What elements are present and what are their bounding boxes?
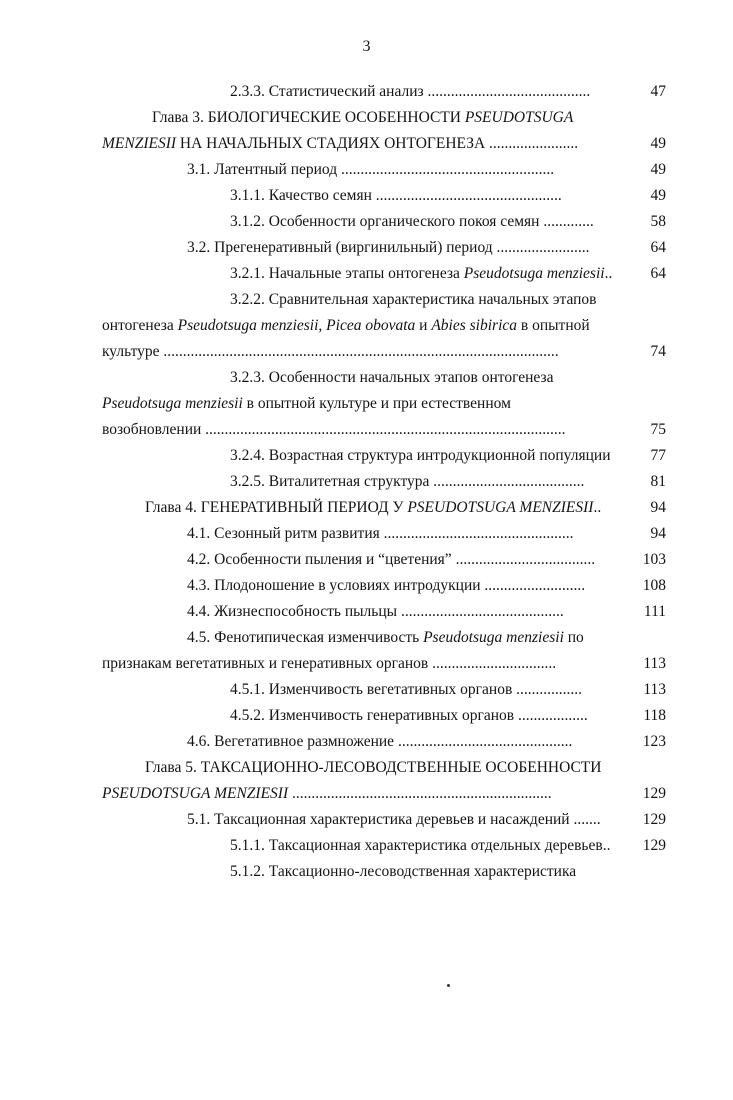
toc-title: Плодоношение в условиях интродукции xyxy=(214,577,481,594)
toc-title: возобновлении xyxy=(102,421,202,438)
toc-entry-3-2-3-cont xyxy=(102,392,511,416)
toc-entry-3-2-3 xyxy=(230,366,553,390)
toc-page: 94 xyxy=(650,525,666,542)
toc-number: 3.2.4. xyxy=(230,447,265,464)
toc-page: 49 xyxy=(650,161,666,178)
toc-entry-3-2-1 xyxy=(230,262,612,286)
toc-entry-4-5-cont xyxy=(102,652,556,676)
toc-title: Особенности органического покоя семян xyxy=(268,213,540,230)
toc-page: 74 xyxy=(650,343,666,360)
toc-page: 94 xyxy=(650,499,666,516)
toc-entry-4-5-1 xyxy=(230,678,582,702)
toc-title: культуре xyxy=(102,343,160,360)
toc-number: 5.1.2. xyxy=(230,863,265,880)
toc-text: в опытной xyxy=(520,317,590,334)
toc-number: 3.1. xyxy=(187,161,211,178)
toc-text: в опытной культуре и при естественном xyxy=(246,395,511,412)
toc-text: по xyxy=(567,629,584,646)
toc-entry-2-3-3 xyxy=(230,80,590,104)
toc-title: Статистический анализ xyxy=(268,83,424,100)
toc-title: ТАКСАЦИОННО-ЛЕСОВОДСТВЕННЫЕ ОСОБЕННОСТИ xyxy=(200,759,602,776)
toc-number: 4.2. xyxy=(187,551,211,568)
toc-leader: .......................................... xyxy=(397,603,564,620)
toc-page: 113 xyxy=(643,655,666,672)
toc-title: Латентный период xyxy=(214,161,338,178)
toc-title: Таксационно-лесоводственная характеристика xyxy=(268,863,577,880)
toc-italic-term: MENZIESII xyxy=(102,135,177,152)
toc-entry-3-1-1 xyxy=(230,184,562,208)
toc-entry-3-2-4 xyxy=(230,444,611,468)
toc-page: 49 xyxy=(650,187,666,204)
page-number: 3 xyxy=(362,38,371,55)
toc-number: 3.2.2. xyxy=(230,291,265,308)
toc-leader: ............................................................................................. xyxy=(201,421,566,438)
toc-title: Виталитетная структура xyxy=(268,473,430,490)
toc-leader: ...................................................................................................... xyxy=(159,343,559,360)
toc-italic-term: PSEUDOTSUGA MENZIESII xyxy=(407,499,594,516)
toc-page: 123 xyxy=(642,733,666,750)
toc-entry-3-1 xyxy=(187,158,554,182)
toc-leader: ................................................................... xyxy=(288,785,552,802)
toc-entry-3-1-2 xyxy=(230,210,594,234)
toc-italic-term: PSEUDOTSUGA MENZIESII xyxy=(102,785,289,802)
toc-page: 129 xyxy=(642,785,666,802)
scan-speck xyxy=(447,984,450,987)
toc-leader: .. xyxy=(604,265,613,282)
toc-leader: ....... xyxy=(569,811,601,828)
toc-italic-term: PSEUDOTSUGA xyxy=(464,109,574,126)
toc-number: 4.5. xyxy=(187,629,211,646)
toc-entry-5-1 xyxy=(187,808,601,832)
toc-italic-term: Pseudotsuga menziesii xyxy=(463,265,605,282)
toc-italic-term: Abies sibirica xyxy=(431,317,518,334)
toc-title: Фенотипическая изменчивость xyxy=(214,629,420,646)
toc-leader: ....................................................... xyxy=(337,161,555,178)
toc-number: Глава 3. xyxy=(152,109,204,126)
toc-page: 49 xyxy=(650,135,666,152)
toc-page: 77 xyxy=(650,447,666,464)
toc-title: Возрастная структура интродукционной популяции xyxy=(268,447,611,464)
toc-number: 4.3. xyxy=(187,577,211,594)
toc-page: 129 xyxy=(642,811,666,828)
toc-title: Таксационная характеристика деревьев и насаждений xyxy=(214,811,570,828)
toc-title: Изменчивость вегетативных органов xyxy=(268,681,513,698)
toc-entry-chapter-5-cont xyxy=(102,782,552,806)
toc-number: 4.6. xyxy=(187,733,211,750)
toc-entry-3-2 xyxy=(187,236,590,260)
toc-number: 4.5.1. xyxy=(230,681,265,698)
toc-title: Особенности начальных этапов онтогенеза xyxy=(268,369,554,386)
toc-entry-chapter-3-cont xyxy=(102,132,578,156)
toc-leader: ....................... xyxy=(485,135,579,152)
toc-leader: ............. xyxy=(539,213,594,230)
toc-entry-chapter-5 xyxy=(145,756,601,780)
toc-leader: ........................ xyxy=(492,239,590,256)
toc-title: Качество семян xyxy=(268,187,372,204)
toc-page: 81 xyxy=(650,473,666,490)
toc-entry-4-4 xyxy=(187,600,564,624)
toc-entry-chapter-4 xyxy=(145,496,601,520)
toc-entry-3-2-2 xyxy=(230,288,597,312)
toc-number: 3.1.2. xyxy=(230,213,265,230)
toc-page: 75 xyxy=(650,421,666,438)
toc-title: Начальные этапы онтогенеза xyxy=(268,265,460,282)
toc-title: Особенности пыления и “цветения” xyxy=(214,551,452,568)
toc-entry-5-1-2 xyxy=(230,860,576,884)
toc-number: 3.2.5. xyxy=(230,473,265,490)
toc-number: 3.1.1. xyxy=(230,187,265,204)
toc-page: 64 xyxy=(650,265,666,282)
toc-leader: .................. xyxy=(514,707,588,724)
toc-page: 103 xyxy=(642,551,666,568)
toc-number: Глава 4. xyxy=(145,499,197,516)
toc-italic-term: Pseudotsuga menziesii, xyxy=(177,317,323,334)
toc-title: НА НАЧАЛЬНЫХ СТАДИЯХ ОНТОГЕНЕЗА xyxy=(179,135,486,152)
toc-number: 5.1.1. xyxy=(230,837,265,854)
toc-leader: ................. xyxy=(512,681,583,698)
toc-entry-4-3 xyxy=(187,574,585,598)
toc-page: 64 xyxy=(650,239,666,256)
toc-entry-4-1 xyxy=(187,522,574,546)
toc-page: 113 xyxy=(643,681,666,698)
toc-number: 3.2.1. xyxy=(230,265,265,282)
toc-page: 108 xyxy=(642,577,666,594)
toc-number: 2.3.3. xyxy=(230,83,265,100)
toc-text: онтогенеза xyxy=(102,317,174,334)
toc-leader: ................................................ xyxy=(371,187,562,204)
toc-entry-5-1-1 xyxy=(230,834,610,858)
toc-italic-term: Pseudotsuga menziesii xyxy=(102,395,243,412)
toc-leader: .. xyxy=(593,499,602,516)
toc-leader: ................................ xyxy=(428,655,557,672)
toc-number: 4.4. xyxy=(187,603,211,620)
toc-entry-chapter-3 xyxy=(152,106,573,130)
toc-entry-4-5 xyxy=(187,626,584,650)
toc-page: 111 xyxy=(643,603,666,620)
toc-page: 58 xyxy=(650,213,666,230)
toc-entry-3-2-3-end xyxy=(102,418,566,442)
toc-number: 3.2.3. xyxy=(230,369,265,386)
toc-leader: ....................................... xyxy=(429,473,585,490)
toc-title: Таксационная характеристика отдельных деревьев xyxy=(268,837,603,854)
toc-title: БИОЛОГИЧЕСКИЕ ОСОБЕННОСТИ xyxy=(207,109,461,126)
toc-title: Сезонный ритм развития xyxy=(214,525,380,542)
toc-italic-term: Pseudotsuga menziesii xyxy=(423,629,564,646)
toc-number: 3.2. xyxy=(187,239,211,256)
toc-number: 4.1. xyxy=(187,525,211,542)
toc-number: 4.5.2. xyxy=(230,707,265,724)
toc-leader: .......................... xyxy=(480,577,586,594)
toc-entry-3-2-5 xyxy=(230,470,584,494)
toc-title: Изменчивость генеративных органов xyxy=(268,707,515,724)
toc-leader: .................................... xyxy=(451,551,596,568)
toc-leader: ............................................. xyxy=(394,733,573,750)
toc-entry-3-2-2-cont xyxy=(102,314,590,338)
toc-page: 129 xyxy=(642,837,666,854)
toc-leader: ................................................. xyxy=(379,525,574,542)
toc-title: ГЕНЕРАТИВНЫЙ ПЕРИОД У xyxy=(200,499,404,516)
toc-leader: .. xyxy=(602,837,611,854)
toc-entry-4-2 xyxy=(187,548,595,572)
toc-entry-3-2-2-end xyxy=(102,340,559,364)
toc-leader: .......................................... xyxy=(423,83,591,100)
toc-number: 5.1. xyxy=(187,811,211,828)
toc-title: Вегетативное размножение xyxy=(214,733,395,750)
toc-page: 118 xyxy=(643,707,666,724)
toc-text: и xyxy=(419,317,428,334)
toc-title: признакам вегетативных и генеративных органов xyxy=(102,655,429,672)
toc-title: Жизнеспособность пыльцы xyxy=(214,603,398,620)
toc-entry-4-5-2 xyxy=(230,704,588,728)
toc-number: Глава 5. xyxy=(145,759,197,776)
toc-entry-4-6 xyxy=(187,730,572,754)
toc-title: Прегенеративный (виргинильный) период xyxy=(214,239,493,256)
toc-page: 47 xyxy=(650,83,666,100)
toc-title: Сравнительная характеристика начальных этапов xyxy=(268,291,597,308)
toc-italic-term: Picea obovata xyxy=(326,317,416,334)
